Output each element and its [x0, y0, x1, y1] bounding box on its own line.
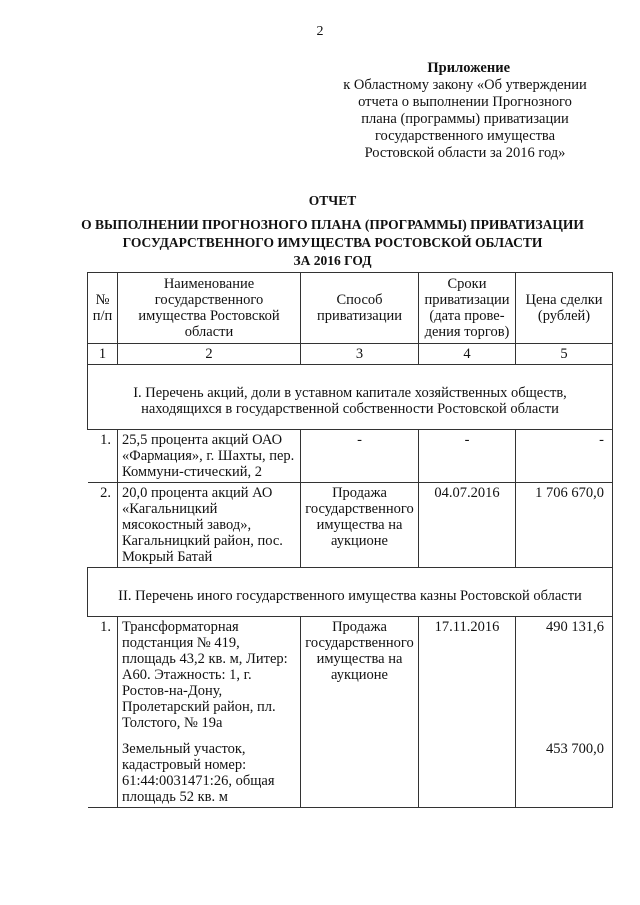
column-number: 1 [88, 344, 118, 365]
table-row [88, 617, 613, 734]
row-name: Трансформаторная подстанция № 419, площадь 43,2 кв. м, Литер: А60. Этажность: 1, г. Ростов-на-Дону, Пролетарский район, пл. Толстого, № 19а [118, 617, 301, 734]
row-date-empty [419, 733, 516, 808]
row-date: - [419, 430, 516, 483]
row-sub-price: 453 700,0 [516, 733, 613, 808]
row-method-empty [301, 733, 419, 808]
header-date: Сроки приватизации (дата прове-дения торгов) [419, 273, 516, 344]
header-name: Наименование государственного имущества Ростовской области [118, 273, 301, 344]
row-method: - [301, 430, 419, 483]
section-row [88, 365, 613, 430]
report-subtitle: ГОСУДАРСТВЕННОГО ИМУЩЕСТВА РОСТОВСКОЙ ОБЛАСТИ [122, 235, 543, 250]
row-price: 490 131,6 [516, 617, 613, 734]
report-heading [60, 192, 605, 270]
row-sub-name: Земельный участок, кадастровый номер: 61:44:0031471:26, общая площадь 52 кв. м [118, 733, 301, 808]
appendix-title: Приложение [427, 60, 510, 76]
appendix-line: к Областному закону «Об утверждении [343, 77, 587, 93]
row-num: 1. [88, 430, 118, 483]
appendix-line: отчета о выполнении Прогнозного [358, 94, 572, 110]
row-num: 1. [88, 617, 118, 734]
appendix-line: Ростовской области за 2016 год» [364, 145, 566, 161]
table-row [88, 483, 613, 568]
row-method: Продажа государственного имущества на аукционе [301, 617, 419, 734]
header-method: Способ приватизации [301, 273, 419, 344]
row-method: Продажа государственного имущества на аукционе [301, 483, 419, 568]
column-number-row [88, 344, 613, 365]
header-num: № п/п [88, 273, 118, 344]
page-number: 2 [316, 24, 324, 39]
appendix-line: государственного имущества [374, 128, 556, 144]
report-title: ОТЧЕТ [308, 193, 357, 208]
header-price: Цена сделки (рублей) [516, 273, 613, 344]
table-row [88, 733, 613, 808]
row-price: 1 706 670,0 [516, 483, 613, 568]
row-date: 17.11.2016 [419, 617, 516, 734]
appendix-line: плана (программы) приватизации [361, 111, 569, 127]
row-name: 25,5 процента акций ОАО «Фармация», г. Шахты, пер. Коммуни-стический, 2 [118, 430, 301, 483]
section-title: I. Перечень акций, доли в уставном капитале хозяйственных обществ, находящихся в государственной собственности Ростовской области [88, 365, 613, 430]
row-num-empty [88, 733, 118, 808]
column-number: 3 [301, 344, 419, 365]
table-header-row [88, 273, 613, 344]
column-number: 5 [516, 344, 613, 365]
column-number: 4 [419, 344, 516, 365]
row-num: 2. [88, 483, 118, 568]
table-row [88, 430, 613, 483]
row-price: - [516, 430, 613, 483]
row-date: 04.07.2016 [419, 483, 516, 568]
section-title: II. Перечень иного государственного имущества казны Ростовской области [88, 568, 613, 617]
report-subtitle: О ВЫПОЛНЕНИИ ПРОГНОЗНОГО ПЛАНА (ПРОГРАММЫ) ПРИВАТИЗАЦИИ [81, 217, 584, 232]
section-row [88, 568, 613, 617]
column-number: 2 [118, 344, 301, 365]
privatization-table [87, 272, 613, 808]
report-subtitle: ЗА 2016 ГОД [293, 253, 372, 268]
appendix-block [330, 60, 600, 162]
row-name: 20,0 процента акций АО «Кагальницкий мясокостный завод», Кагальницкий район, пос. Мокрый Батай [118, 483, 301, 568]
